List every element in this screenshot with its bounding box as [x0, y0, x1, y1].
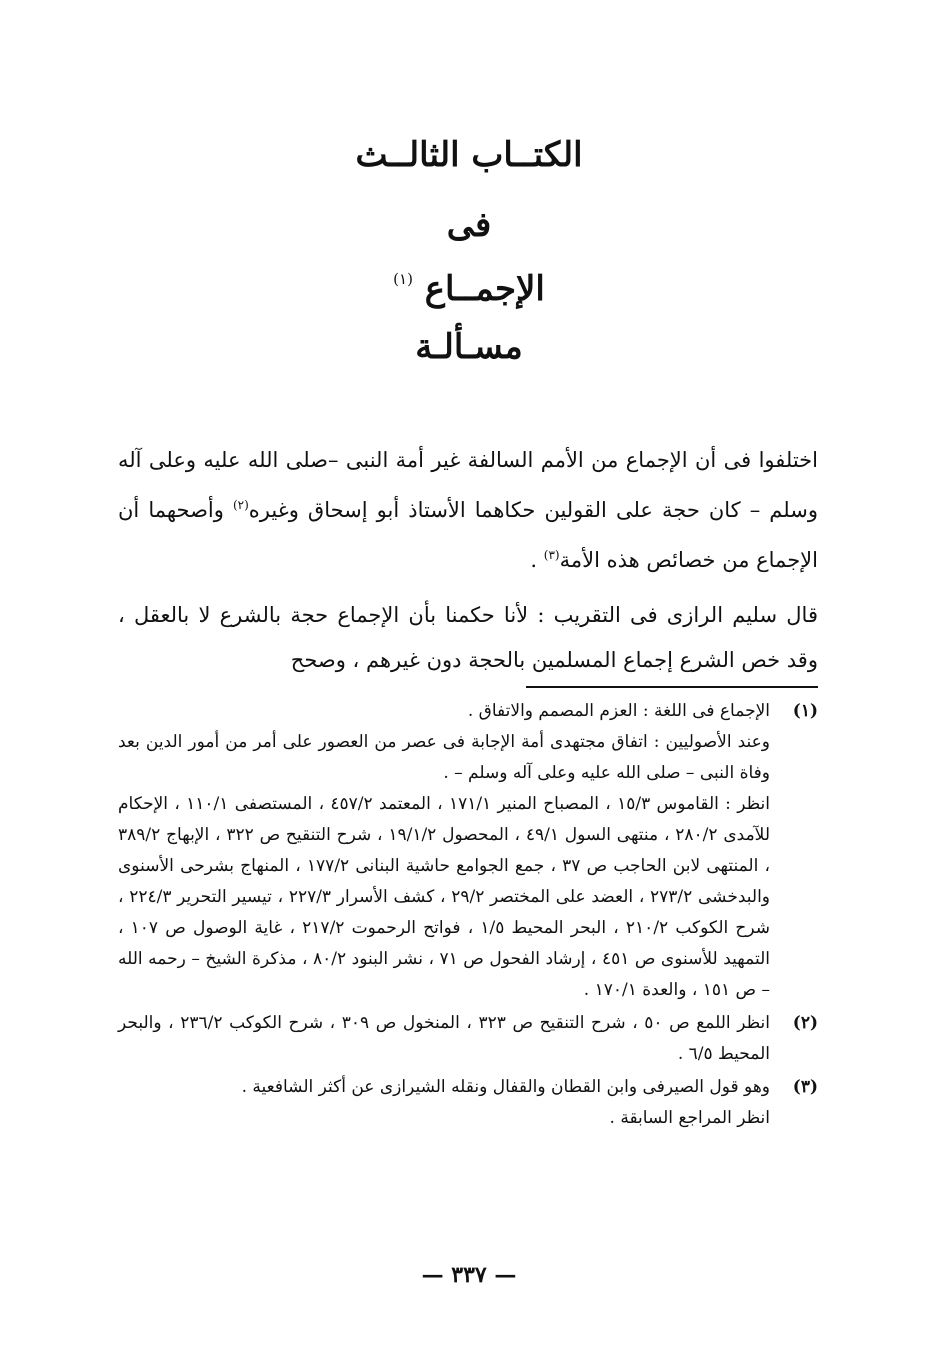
- footnote-separator: [526, 686, 818, 688]
- footnote-body: [118, 1072, 770, 1134]
- paragraph-1-part-a: اختلفوا فى أن الإجماع من الأمم السالفة غير أمة النبى –صلى الله عليه وعلى آله وسلم – كان حجة على القولين حكاهما الأستاذ أبو إسحاق وغيره: [118, 448, 818, 522]
- paragraph-2: قال سليم الرازى فى التقريب : لأنا حكمنا بأن الإجماع حجة بالشرع لا بالعقل ، وقد خص الشرع إجماع المسلمين بالحجة دون غيرهم ، وصحح: [118, 603, 818, 672]
- footnote-body: [118, 696, 770, 1006]
- footnote-1: [118, 696, 818, 1006]
- paragraph-1: [118, 438, 818, 583]
- footnote-number: (٣): [792, 1077, 818, 1097]
- footnote-number: (١): [792, 701, 818, 721]
- footnote-line: وهو قول الصيرفى وابن القطان والقفال ونقله الشيرازى عن أكثر الشافعية .: [241, 1077, 770, 1097]
- footnote-line: انظر : القاموس ١٥/٣ ، المصباح المنير ١٧١/١ ، المعتمد ٤٥٧/٢ ، المستصفى ١١٠/١ ، الإحكام للآمدى ٢٨٠/٢ ، منتهى السول ٤٩/١ ، المحصول ١٩/١/٢ ، شرح التنقيح ص ٣٢٢ ، الإبهاج ٣٨٩/٢ ، المنتهى لابن الحاجب ص ٣٧ ، جمع الجوامع حاشية البنانى ١٧٧/٢ ، المنهاج بشرحى الأسنوى والبدخشى ٢٧٣/٢ ، العضد على المختصر ٢٩/٢ ، كشف الأسرار ٢٢٧/٣ ، تيسير التحرير ٢٢٤/٣ ، شرح الكوكب ٢١٠/٢ ، البحر المحيط ١/٥ ، فواتح الرحموت ٢١٧/٢ ، غاية الوصول ص ١٠٧ ، التمهيد للأسنوى ص ٤٥١ ، إرشاد الفحول ص ٧١ ، نشر البنود ٨٠/٢ ، مذكرة الشيخ – رحمه الله – ص ١٥١ ، والعدة ١٧٠/١ .: [118, 794, 771, 1000]
- footnote-line: الإجماع فى اللغة : العزم المصمم والاتفاق .: [467, 701, 770, 721]
- chapter-heading: [0, 135, 938, 367]
- main-text: [118, 438, 818, 693]
- footnote-line: انظر اللمع ص ٥٠ ، شرح التنقيح ص ٣٢٣ ، المنخول ص ٣٠٩ ، شرح الكوكب ٢٣٦/٢ ، والبحر المحيط ٦/٥ .: [118, 1013, 770, 1064]
- masala-heading: مسـألـة: [415, 327, 523, 367]
- title-fi: فى: [446, 205, 492, 245]
- footnote-ref-1: (١): [393, 270, 413, 288]
- subject-title-text: الإجمــاع: [424, 269, 545, 309]
- footnote-2: [118, 1008, 818, 1070]
- footnote-line: انظر المراجع السابقة .: [609, 1108, 770, 1128]
- footnote-ref-2: (٢): [232, 498, 249, 512]
- book-title: الكتــاب الثالــث: [355, 135, 583, 175]
- subject-title: [0, 269, 938, 309]
- paragraph-1-part-b: وأصحهما أن الإجماع من خصائص هذه الأمة: [118, 498, 818, 572]
- footnote-3: [118, 1072, 818, 1134]
- footnotes: [118, 696, 818, 1136]
- page-number: — ٣٣٧ —: [421, 1262, 517, 1288]
- footnote-ref-3: (٣): [543, 548, 560, 562]
- footnote-number: (٢): [792, 1013, 818, 1033]
- footnote-body: [118, 1008, 770, 1070]
- paragraph-1-part-c: .: [530, 548, 544, 572]
- footnote-line: وعند الأصوليين : اتفاق مجتهدى أمة الإجابة فى عصر من العصور على أمر من أمور الدين بعد وفاة النبى – صلى الله عليه وعلى آله وسلم – .: [118, 732, 770, 783]
